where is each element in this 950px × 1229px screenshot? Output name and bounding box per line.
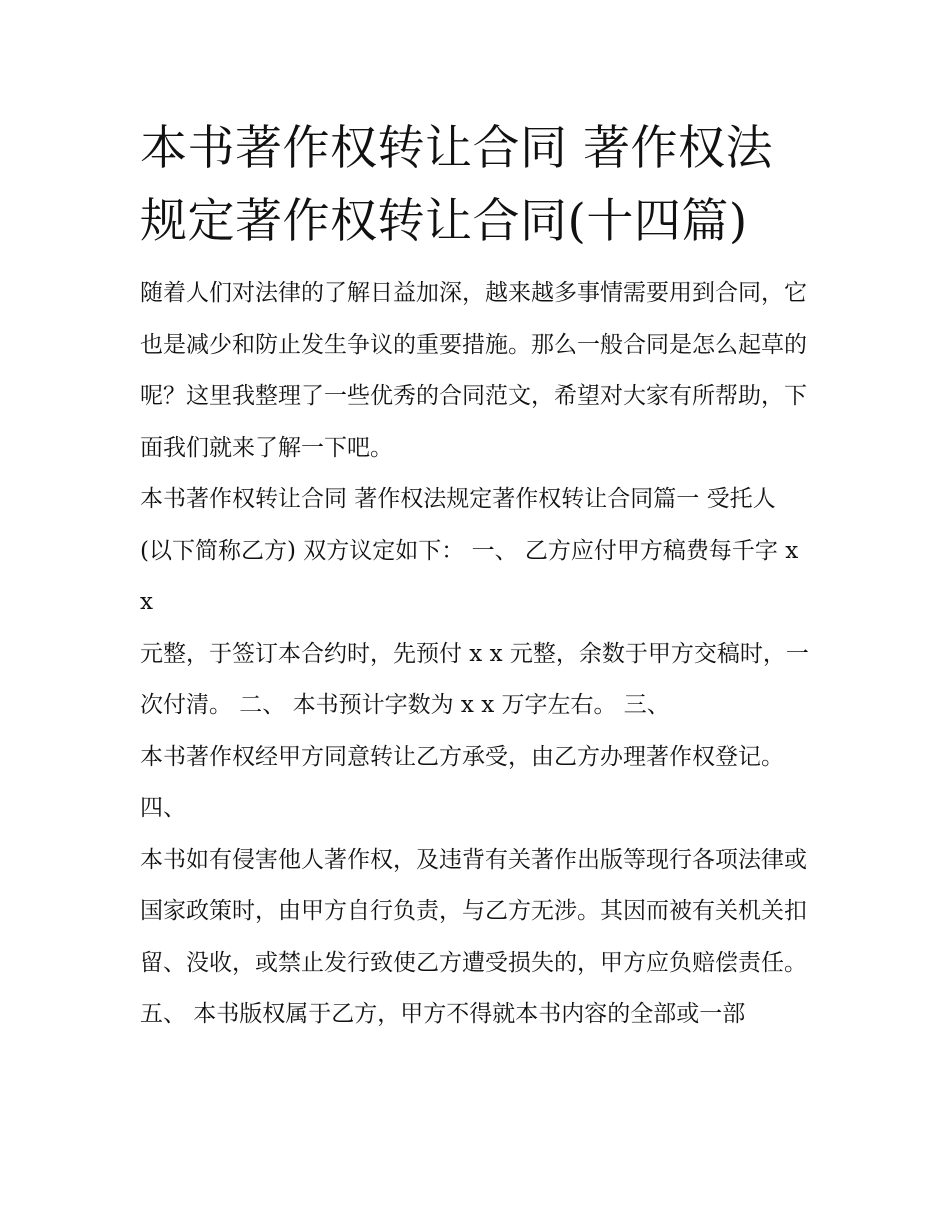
contract-paragraph-1: 本书著作权转让合同 著作权法规定著作权转让合同篇一 受托人 (以下简称乙方) 双方议定如下： 一、 乙方应付甲方稿费每千字 x x bbox=[140, 486, 799, 615]
document-page bbox=[140, 112, 812, 1041]
title-line-1: 本书著作权转让合同 著作权法 bbox=[140, 121, 773, 176]
title-line-2: 规定著作权转让合同(十四篇) bbox=[140, 194, 748, 249]
intro-paragraph: 随着人们对法律的了解日益加深，越来越多事情需要用到合同，它也是减少和防止发生争议的重要措施。那么一般合同是怎么起草的呢？这里我整理了一些优秀的合同范文，希望对大家有所帮助，下面我们就来了解一下吧。 bbox=[140, 280, 807, 461]
contract-paragraph-5: 五、 本书版权属于乙方，甲方不得就本书内容的全部或一部 bbox=[140, 1001, 746, 1027]
contract-paragraph-2: 元整，于签订本合约时，先预付 x x 元整，余数于甲方交稿时，一次付清。 二、 本书预计字数为 x x 万字左右。 三、 bbox=[140, 640, 809, 718]
document-title bbox=[140, 112, 812, 258]
contract-paragraph-4: 本书如有侵害他人著作权，及违背有关著作出版等现行各项法律或国家政策时，由甲方自行负责，与乙方无涉。其因而被有关机关扣留、没收，或禁止发行致使乙方遭受损失的，甲方应负赔偿责任。 bbox=[140, 846, 807, 976]
contract-paragraph-3: 本书著作权经甲方同意转让乙方承受，由乙方办理著作权登记。 四、 bbox=[140, 743, 784, 821]
